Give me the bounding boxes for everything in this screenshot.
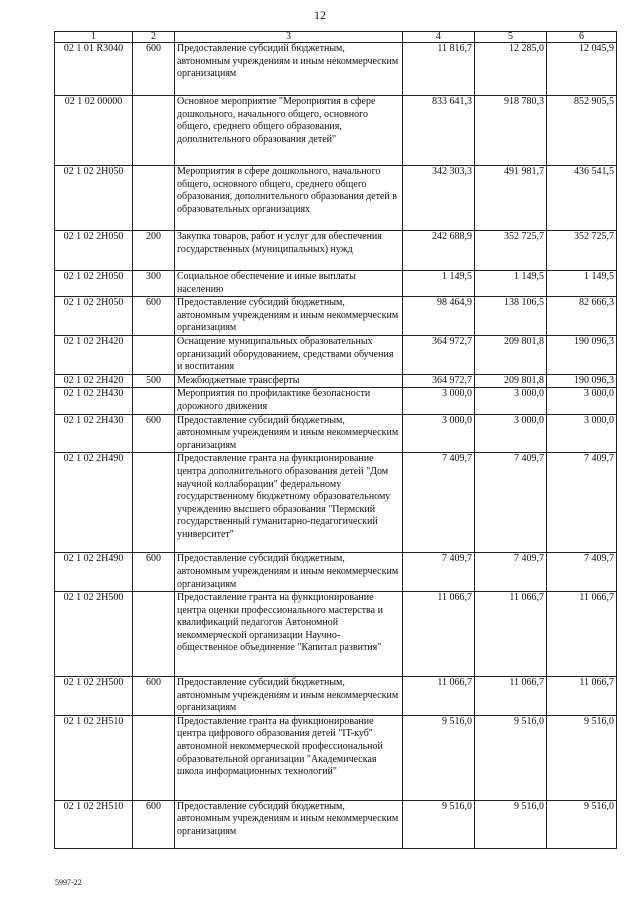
expense-type-code: 500 xyxy=(133,374,175,388)
target-article-code: 02 1 02 2Н050 xyxy=(55,231,133,271)
expense-type-code: 600 xyxy=(133,297,175,336)
amount-column-4: 364 972,7 xyxy=(403,335,475,374)
column-header: 6 xyxy=(547,32,617,43)
target-article-code: 02 1 02 2Н510 xyxy=(55,715,133,800)
amount-column-4: 11 066,7 xyxy=(403,677,475,716)
table-row xyxy=(55,592,617,677)
amount-column-5: 12 285,0 xyxy=(475,43,547,96)
amount-column-6: 9 516,0 xyxy=(547,800,617,848)
amount-column-5: 1 149,5 xyxy=(475,271,547,297)
table-row xyxy=(55,800,617,848)
amount-column-6: 190 096,3 xyxy=(547,374,617,388)
expense-name: Мероприятия в сфере дошкольного, начального общего, основного общего, среднего общего образования, дополнительного образования детей в образовательных организациях xyxy=(175,166,403,231)
table-row xyxy=(55,414,617,453)
amount-column-4: 342 303,3 xyxy=(403,166,475,231)
amount-column-6: 1 149,5 xyxy=(547,271,617,297)
amount-column-6: 352 725,7 xyxy=(547,231,617,271)
target-article-code: 02 1 02 00000 xyxy=(55,96,133,166)
target-article-code: 02 1 02 2Н510 xyxy=(55,800,133,848)
amount-column-6: 3 000,0 xyxy=(547,414,617,453)
amount-column-5: 7 409,7 xyxy=(475,453,547,553)
amount-column-6: 852 905,5 xyxy=(547,96,617,166)
expense-type-code: 600 xyxy=(133,677,175,716)
expense-name: Предоставление гранта на функционирование центра оценки профессионального мастерства и квалификаций педагогов Автономной некоммерческой организации Научно-общественное объединение "Капитал развития" xyxy=(175,592,403,677)
expense-type-code: 600 xyxy=(133,414,175,453)
expense-type-code xyxy=(133,96,175,166)
amount-column-4: 242 688,9 xyxy=(403,231,475,271)
amount-column-6: 436 541,5 xyxy=(547,166,617,231)
target-article-code: 02 1 02 2Н050 xyxy=(55,166,133,231)
amount-column-6: 82 666,3 xyxy=(547,297,617,336)
amount-column-6: 7 409,7 xyxy=(547,553,617,592)
amount-column-4: 7 409,7 xyxy=(403,553,475,592)
target-article-code: 02 1 02 2Н050 xyxy=(55,297,133,336)
expense-type-code xyxy=(133,453,175,553)
column-header: 2 xyxy=(133,32,175,43)
expense-type-code xyxy=(133,166,175,231)
table-row xyxy=(55,335,617,374)
amount-column-6: 12 045,9 xyxy=(547,43,617,96)
expense-type-code: 300 xyxy=(133,271,175,297)
target-article-code: 02 1 01 R3040 xyxy=(55,43,133,96)
amount-column-5: 3 000,0 xyxy=(475,388,547,414)
amount-column-6: 3 000,0 xyxy=(547,388,617,414)
expense-name: Социальное обеспечение и иные выплаты населению xyxy=(175,271,403,297)
table-row xyxy=(55,677,617,716)
table-row xyxy=(55,43,617,96)
expense-name: Предоставление субсидий бюджетным, автономным учреждениям и иным некоммерческим организациям xyxy=(175,553,403,592)
amount-column-4: 364 972,7 xyxy=(403,374,475,388)
amount-column-5: 9 516,0 xyxy=(475,800,547,848)
amount-column-5: 9 516,0 xyxy=(475,715,547,800)
amount-column-5: 352 725,7 xyxy=(475,231,547,271)
expense-type-code: 200 xyxy=(133,231,175,271)
amount-column-4: 9 516,0 xyxy=(403,715,475,800)
table-header-row xyxy=(55,32,617,43)
target-article-code: 02 1 02 2Н420 xyxy=(55,335,133,374)
amount-column-4: 3 000,0 xyxy=(403,414,475,453)
expense-type-code: 600 xyxy=(133,800,175,848)
amount-column-6: 7 409,7 xyxy=(547,453,617,553)
amount-column-6: 11 066,7 xyxy=(547,592,617,677)
column-header: 3 xyxy=(175,32,403,43)
amount-column-5: 491 981,7 xyxy=(475,166,547,231)
amount-column-4: 3 000,0 xyxy=(403,388,475,414)
expense-type-code xyxy=(133,335,175,374)
budget-table xyxy=(54,31,617,849)
amount-column-4: 1 149,5 xyxy=(403,271,475,297)
expense-name: Предоставление гранта на функционирование центра дополнительного образования детей "Дом научной коллаборации" федеральному государственному бюджетному образовательному учреждению высшего образования "Пермский государственный гуманитарно-педагогический университет" xyxy=(175,453,403,553)
expense-name: Предоставление гранта на функционирование центра цифрового образования детей "IT-куб" автономной некоммерческой профессиональной образовательной организации "Академическая школа информационных технологий" xyxy=(175,715,403,800)
expense-name: Предоставление субсидий бюджетным, автономным учреждениям и иным некоммерческим организациям xyxy=(175,677,403,716)
column-header: 4 xyxy=(403,32,475,43)
table-row xyxy=(55,453,617,553)
target-article-code: 02 1 02 2Н420 xyxy=(55,374,133,388)
target-article-code: 02 1 02 2Н500 xyxy=(55,592,133,677)
expense-name: Основное мероприятие "Мероприятия в сфере дошкольного, начального общего, основного общего, среднего общего образования, дополнительного образования детей" xyxy=(175,96,403,166)
table-row xyxy=(55,166,617,231)
table-row xyxy=(55,96,617,166)
amount-column-4: 9 516,0 xyxy=(403,800,475,848)
page-number: 12 xyxy=(314,8,326,22)
expense-type-code: 600 xyxy=(133,553,175,592)
amount-column-4: 833 641,3 xyxy=(403,96,475,166)
column-header: 1 xyxy=(55,32,133,43)
expense-name: Закупка товаров, работ и услуг для обеспечения государственных (муниципальных) нужд xyxy=(175,231,403,271)
expense-type-code xyxy=(133,592,175,677)
amount-column-5: 209 801,8 xyxy=(475,335,547,374)
table-row xyxy=(55,271,617,297)
column-header: 5 xyxy=(475,32,547,43)
expense-name: Оснащение муниципальных образовательных организаций оборудованием, средствами обучения и воспитания xyxy=(175,335,403,374)
table-row xyxy=(55,231,617,271)
amount-column-4: 11 066,7 xyxy=(403,592,475,677)
target-article-code: 02 1 02 2Н500 xyxy=(55,677,133,716)
amount-column-6: 11 066,7 xyxy=(547,677,617,716)
amount-column-5: 7 409,7 xyxy=(475,553,547,592)
table-row xyxy=(55,553,617,592)
expense-name: Предоставление субсидий бюджетным, автономным учреждениям и иным некоммерческим организациям xyxy=(175,43,403,96)
amount-column-5: 11 066,7 xyxy=(475,592,547,677)
expense-type-code: 600 xyxy=(133,43,175,96)
document-footer-code: 5997-22 xyxy=(55,878,82,887)
target-article-code: 02 1 02 2Н430 xyxy=(55,414,133,453)
amount-column-5: 3 000,0 xyxy=(475,414,547,453)
target-article-code: 02 1 02 2Н430 xyxy=(55,388,133,414)
amount-column-5: 11 066,7 xyxy=(475,677,547,716)
amount-column-6: 9 516,0 xyxy=(547,715,617,800)
expense-type-code xyxy=(133,715,175,800)
table-row xyxy=(55,297,617,336)
expense-type-code xyxy=(133,388,175,414)
amount-column-4: 98 464,9 xyxy=(403,297,475,336)
target-article-code: 02 1 02 2Н490 xyxy=(55,553,133,592)
expense-name: Предоставление субсидий бюджетным, автономным учреждениям и иным некоммерческим организациям xyxy=(175,800,403,848)
expense-name: Межбюджетные трансферты xyxy=(175,374,403,388)
amount-column-5: 918 780,3 xyxy=(475,96,547,166)
expense-name: Предоставление субсидий бюджетным, автономным учреждениям и иным некоммерческим организациям xyxy=(175,297,403,336)
amount-column-5: 138 106,5 xyxy=(475,297,547,336)
table-row xyxy=(55,374,617,388)
expense-name: Предоставление субсидий бюджетным, автономным учреждениям и иным некоммерческим организациям xyxy=(175,414,403,453)
amount-column-4: 11 816,7 xyxy=(403,43,475,96)
amount-column-5: 209 801,8 xyxy=(475,374,547,388)
table-row xyxy=(55,388,617,414)
target-article-code: 02 1 02 2Н490 xyxy=(55,453,133,553)
amount-column-6: 190 096,3 xyxy=(547,335,617,374)
expense-name: Мероприятия по профилактике безопасности дорожного движения xyxy=(175,388,403,414)
table-row xyxy=(55,715,617,800)
amount-column-4: 7 409,7 xyxy=(403,453,475,553)
target-article-code: 02 1 02 2Н050 xyxy=(55,271,133,297)
